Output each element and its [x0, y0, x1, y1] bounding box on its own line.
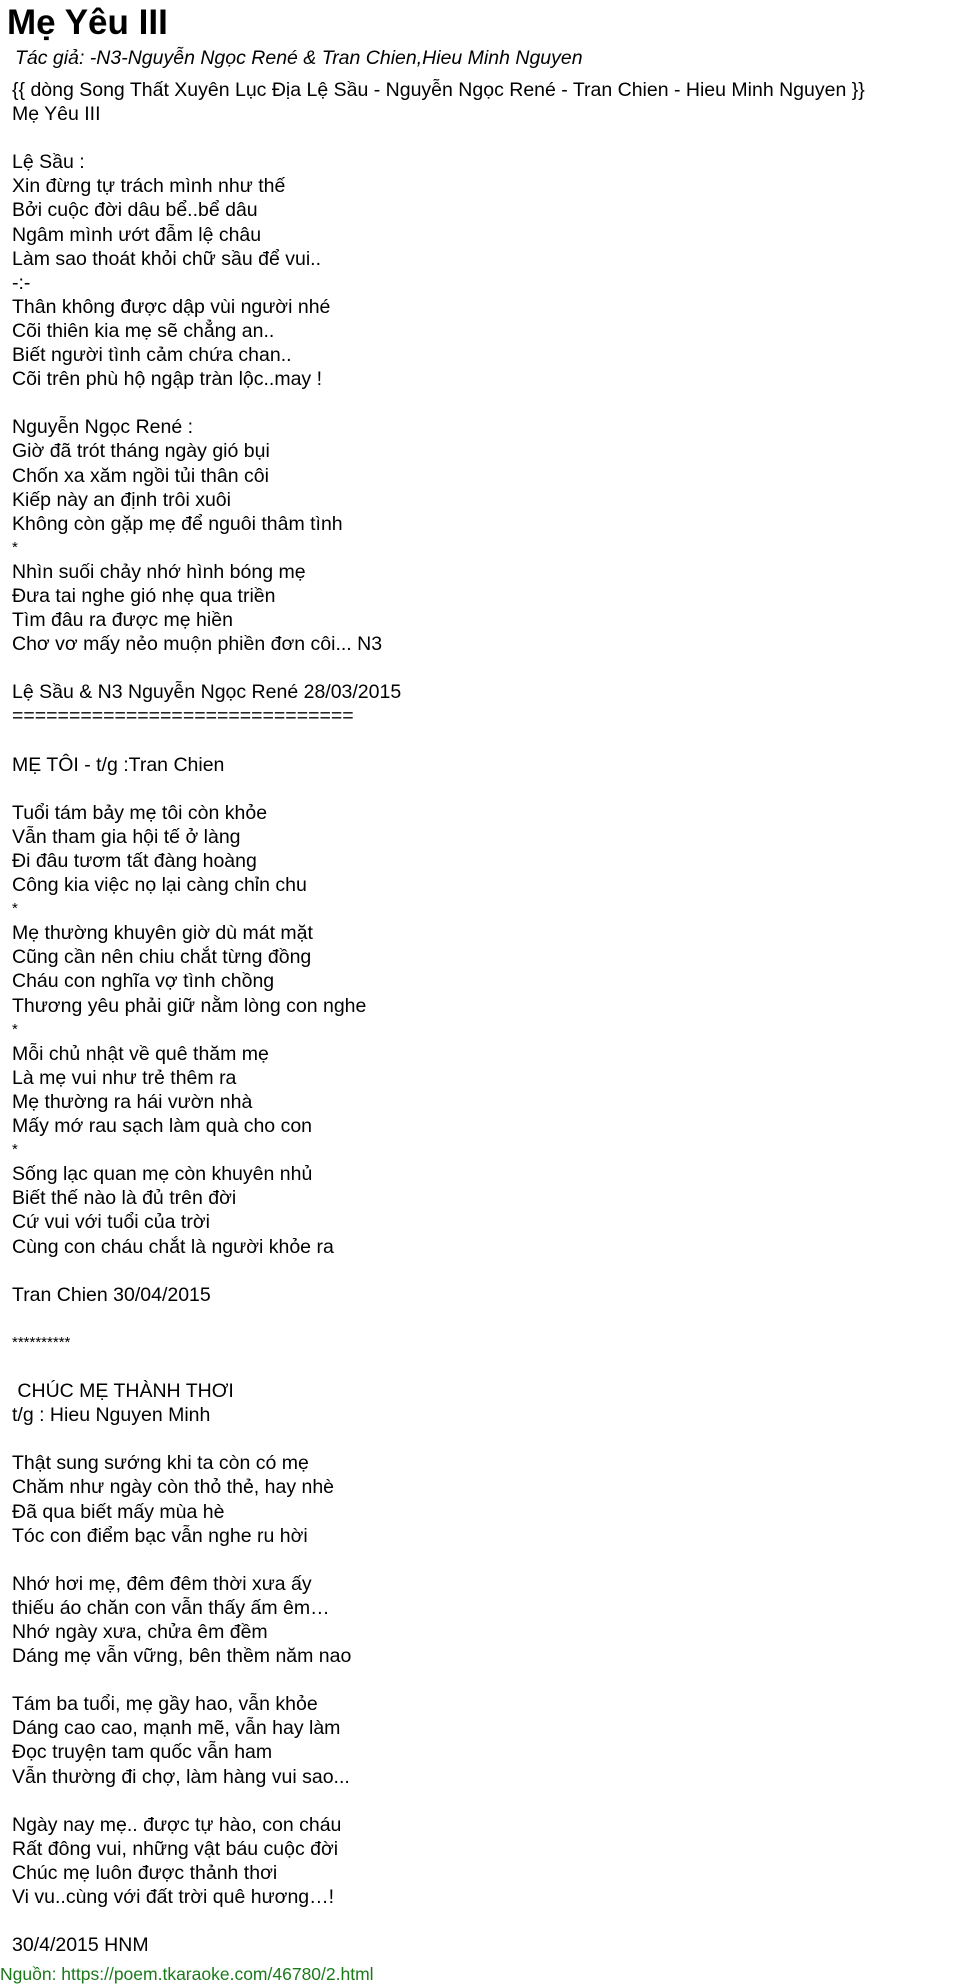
poem-line: Đi đâu tươm tất đàng hoàng [12, 850, 257, 872]
poem-line: Rất đông vui, những vật báu cuộc đời [12, 1837, 339, 1860]
source-link[interactable]: https://poem.tkaraoke.com/46780/2.html [61, 1964, 374, 1984]
poem-line: Cũng cần nên chiu chắt từng đồng [12, 946, 312, 969]
poem-line: Thương yêu phải giữ nằm lòng con nghe [12, 994, 367, 1017]
poem-line: Mẹ Yêu III [12, 103, 101, 126]
poem-line: CHÚC MẸ THÀNH THƠI [12, 1380, 234, 1403]
poem-line: MẸ TÔI - t/g :Tran Chien [12, 753, 225, 776]
poem-line: t/g : Hieu Nguyen Minh [12, 1404, 211, 1427]
poem-line: Nhìn suối chảy nhớ hình bóng mẹ [12, 560, 306, 583]
blank-line [12, 126, 968, 150]
poem-line: 30/4/2015 HNM [12, 1934, 149, 1957]
blank-line [12, 729, 968, 753]
poem-line: Chơ vơ mấy nẻo muộn phiền đơn côi... N3 [12, 633, 383, 656]
poem-line: Đưa tai nghe gió nhẹ qua triền [12, 584, 276, 607]
poem-line: Tuổi tám bảy mẹ tôi còn khỏe [12, 801, 268, 824]
poem-line: -:- [12, 271, 31, 294]
poem-line: Là mẹ vui như trẻ thêm ra [12, 1066, 237, 1089]
poem-line: Chúc mẹ luôn được thảnh thơi [12, 1861, 278, 1884]
poem-line: * [12, 1020, 18, 1038]
source-line [0, 1964, 374, 1985]
blank-line [12, 1355, 968, 1379]
poem-line: Bởi cuộc đời dâu bể..bể dâu [12, 199, 258, 222]
poem-line: ********** [12, 1333, 71, 1351]
poem-line: Ngày nay mẹ.. được tự hào, con cháu [12, 1813, 342, 1836]
poem-line: Nhớ hơi mẹ, đêm đêm thời xưa ấy [12, 1572, 312, 1595]
poem-line: Cõi thiên kia mẹ sẽ chẳng an.. [12, 319, 275, 342]
poem-line: Tìm đâu ra được mẹ hiền [12, 609, 233, 632]
blank-line [12, 1427, 968, 1451]
poem-line: {{ dòng Song Thất Xuyên Lục Địa Lệ Sầu - Nguyễn Ngọc René - Tran Chien - Hieu Minh Nguyen }} [12, 79, 865, 101]
blank-line [12, 1909, 968, 1933]
source-prefix: Nguồn: [0, 1964, 62, 1984]
poem-body [12, 78, 968, 1957]
poem-line: Vi vu..cùng với đất trời quê hương…! [12, 1886, 335, 1909]
poem-line: * [12, 900, 18, 918]
poem-line: Chăm như ngày còn thỏ thẻ, hay nhè [12, 1476, 335, 1499]
poem-line: thiếu áo chăn con vẫn thấy ấm êm… [12, 1596, 330, 1619]
blank-line [12, 1668, 968, 1692]
poem-line: Cứ vui với tuổi của trời [12, 1211, 210, 1234]
poem-line: Biết người tình cảm chứa chan.. [12, 344, 292, 367]
poem-line: Chốn xa xăm ngồi tủi thân côi [12, 464, 269, 487]
poem-line: Lệ Sầu & N3 Nguyễn Ngọc René 28/03/2015 [12, 681, 402, 704]
author-line: Tác giả: -N3-Nguyễn Ngọc René & Tran Chien,Hieu Minh Nguyen [15, 47, 583, 69]
poem-line: Công kia việc nọ lại càng chỉn chu [12, 874, 307, 897]
poem-line: Vẫn thường đi chợ, làm hàng vui sao... [12, 1765, 350, 1788]
blank-line [12, 777, 968, 801]
poem-line: Vẫn tham gia hội tế ở làng [12, 825, 241, 848]
poem-line: ============================== [12, 705, 354, 728]
poem-line: Mẹ thường khuyên giờ dù mát mặt [12, 922, 313, 945]
poem-line: Kiếp này an định trôi xuôi [12, 488, 231, 511]
blank-line [12, 1548, 968, 1572]
poem-line: * [12, 538, 18, 556]
poem-line: Xin đừng tự trách mình như thế [12, 175, 286, 198]
poem-line: Không còn gặp mẹ để nguôi thâm tình [12, 512, 343, 535]
page-title: Mẹ Yêu III [7, 3, 168, 42]
poem-line: Dáng cao cao, mạnh mẽ, vẫn hay làm [12, 1717, 341, 1740]
poem-line: Biết thế nào là đủ trên đời [12, 1187, 237, 1210]
poem-line: Thân không được dập vùi người nhé [12, 295, 331, 318]
poem-line: Tran Chien 30/04/2015 [12, 1283, 211, 1306]
poem-line: Cháu con nghĩa vợ tình chồng [12, 970, 275, 993]
poem-line: Lệ Sầu : [12, 151, 85, 174]
blank-line [12, 1789, 968, 1813]
poem-line: Dáng mẹ vẫn vững, bên thềm năm nao [12, 1645, 352, 1668]
blank-line [12, 391, 968, 415]
poem-line: Tám ba tuổi, mẹ gầy hao, vẫn khỏe [12, 1693, 318, 1716]
poem-line: Cùng con cháu chắt là người khỏe ra [12, 1235, 334, 1258]
blank-line [12, 656, 968, 680]
blank-line [12, 1259, 968, 1283]
poem-line: Mỗi chủ nhật về quê thăm mẹ [12, 1042, 269, 1065]
poem-line: Giờ đã trót tháng ngày gió bụi [12, 440, 270, 463]
poem-line: Nguyễn Ngọc René : [12, 416, 194, 439]
poem-line: Nhớ ngày xưa, chửa êm đềm [12, 1621, 268, 1643]
poem-line: Làm sao thoát khỏi chữ sầu để vui.. [12, 247, 321, 270]
poem-line: Ngâm mình ướt đẫm lệ châu [12, 223, 262, 246]
poem-line: Thật sung sướng khi ta còn có mẹ [12, 1452, 309, 1475]
poem-line: Mẹ thường ra hái vườn nhà [12, 1090, 253, 1113]
poem-line: * [12, 1141, 18, 1159]
poem-line: Mấy mớ rau sạch làm quà cho con [12, 1115, 313, 1138]
poem-line: Đọc truyện tam quốc vẫn ham [12, 1741, 273, 1764]
poem-line: Tóc con điểm bạc vẫn nghe ru hời [12, 1524, 308, 1547]
blank-line [12, 1307, 968, 1331]
poem-line: Đã qua biết mấy mùa hè [12, 1500, 225, 1523]
poem-line: Sống lạc quan mẹ còn khuyên nhủ [12, 1163, 313, 1186]
poem-line: Cõi trên phù hộ ngập tràn lộc..may ! [12, 368, 323, 391]
